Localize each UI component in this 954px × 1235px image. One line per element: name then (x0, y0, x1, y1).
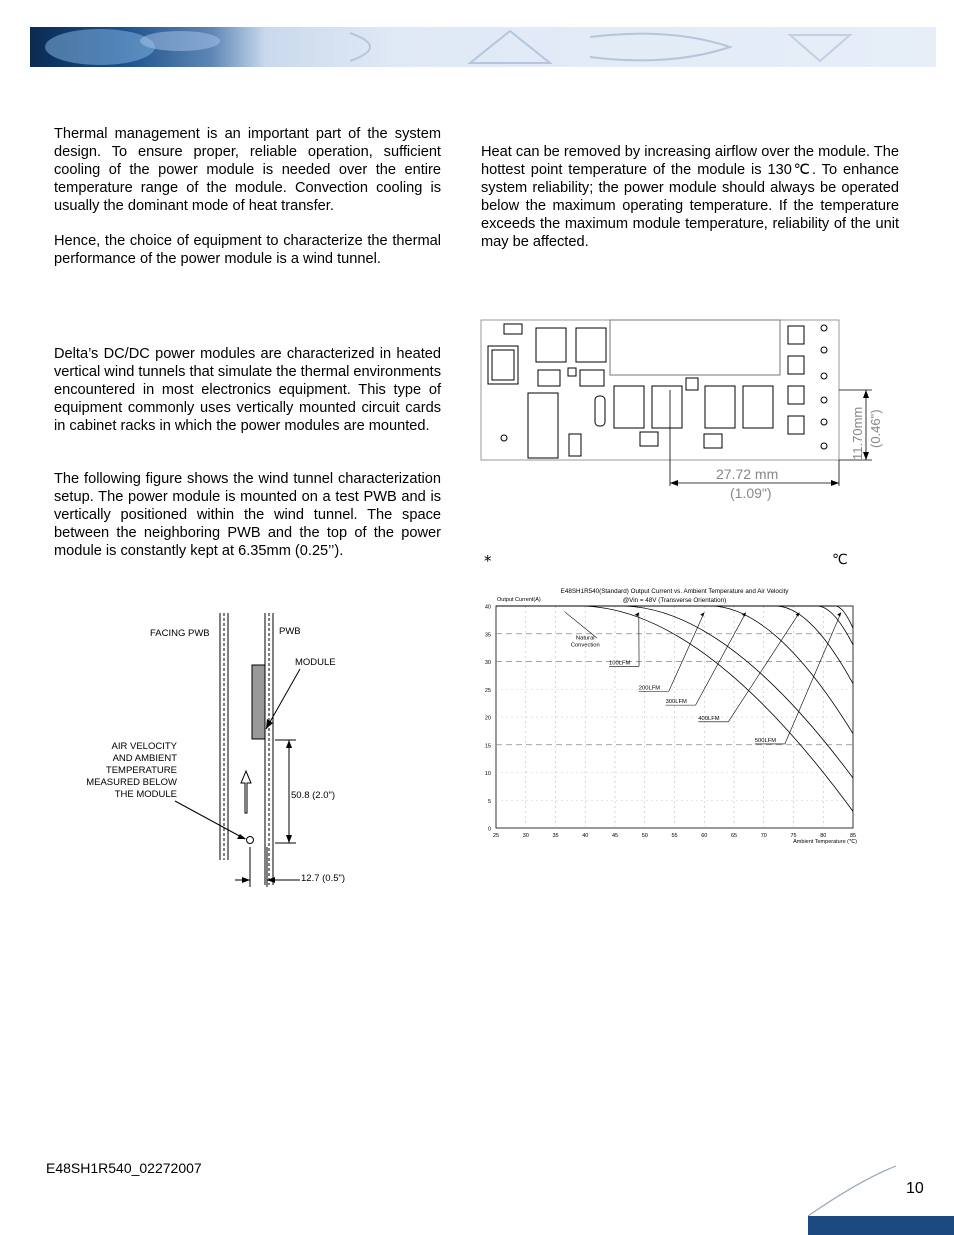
air-velocity-line: AIR VELOCITY (111, 741, 177, 752)
series-label: 200LFM (638, 685, 661, 692)
air-velocity-line: TEMPERATURE (105, 765, 177, 776)
y-tick-label: 20 (484, 715, 491, 722)
label-air-velocity (70, 741, 177, 801)
label-facing-pwb: FACING PWB (150, 628, 210, 639)
y-axis-label: Output Current(A) (497, 597, 541, 603)
air-velocity-line: MEASURED BELOW (86, 777, 177, 788)
banner-graphic (30, 27, 936, 67)
x-tick-label: 50 (641, 833, 648, 839)
y-tick-label: 0 (487, 826, 491, 833)
module-block (252, 665, 265, 739)
series-label: 400LFM (698, 715, 720, 722)
derating-note-star: * (484, 552, 492, 570)
y-tick-label: 30 (484, 660, 491, 666)
x-tick-label: 25 (492, 833, 500, 839)
y-tick-label: 25 (484, 687, 491, 694)
derating-note-degc: ℃ (832, 552, 848, 568)
chart-subtitle: @Vin = 48V (Transverse Orientation) (622, 597, 727, 604)
x-tick-label: 85 (849, 833, 857, 839)
para-wind-tunnel-choice: Hence, the choice of equipment to characterize the thermal performance of the power module is a wind tunnel. (54, 233, 441, 267)
y-tick-label: 10 (484, 771, 491, 777)
footer-doc-code: E48SH1R540_02272007 (46, 1160, 202, 1176)
derating-chart (480, 584, 860, 849)
airflow-arrow (241, 771, 251, 813)
y-tick-label: 15 (484, 743, 491, 750)
x-axis-label: Ambient Temperature (℃) (793, 839, 857, 845)
para-thermal-management: Thermal management is an important part of the system design. To ensure proper, reliable operation, sufficient cooling of the power module is needed over the entire temperature range of the module. Convection cooling is usually the dominant mode of heat transfer. (54, 126, 441, 214)
x-tick-label: 70 (760, 833, 767, 839)
para-heat-removal: Heat can be removed by increasing airflow over the module. The hottest point temperature of the module is 130℃. To enhance system reliability; the power module should always be operated below the maximum operating temperature. If the temperature exceeds the maximum module temperature, reliability of the unit may be affected. (481, 144, 899, 250)
series-label: Natural (575, 635, 595, 642)
x-tick-label: 55 (671, 833, 678, 839)
para-delta-characterization: Delta’s DC/DC power modules are characterized in heated vertical wind tunnels that simulate the thermal environments encountered in most electronics equipment. This type of equipment commonly uses vertically mounted circuit cards in cabinet racks in which the power modules are mounted. (54, 346, 441, 434)
air-velocity-line: AND AMBIENT (112, 753, 177, 764)
x-tick-label: 65 (730, 833, 738, 839)
page-number: 10 (906, 1180, 924, 1197)
module-height-mm: 11.70mm (850, 406, 865, 460)
measure-point (247, 837, 254, 844)
y-tick-label: 5 (487, 798, 491, 805)
x-tick-label: 75 (790, 833, 797, 839)
footer-swoosh (800, 1160, 954, 1220)
y-tick-label: 35 (484, 632, 491, 639)
series-label: 300LFM (665, 699, 687, 706)
para-figure-description: The following figure shows the wind tunnel characterization setup. The power module is mounted on a test PWB and is vertically positioned within the wind tunnel. The space between the neighboring PWB and the top of the power module is constantly kept at 6.35mm (0.25’’). (54, 471, 441, 559)
module-length-mm: 27.72 mm (716, 466, 779, 482)
series-label: 100LFM (609, 660, 631, 667)
x-tick-label: 35 (552, 833, 559, 839)
x-tick-label: 60 (701, 833, 708, 839)
x-tick-label: 45 (611, 833, 619, 839)
x-tick-label: 40 (582, 833, 589, 839)
label-pwb: PWB (279, 626, 301, 637)
module-drawing (480, 318, 900, 508)
air-velocity-line: THE MODULE (114, 789, 177, 800)
label-gap-dimension: 12.7 (0.5") (301, 873, 346, 884)
header-banner (30, 27, 936, 67)
footer-corner-bar (808, 1216, 954, 1235)
y-tick-label: 40 (484, 604, 491, 611)
label-module: MODULE (295, 657, 336, 668)
series-label: Convection (570, 642, 600, 649)
x-tick-label: 80 (820, 833, 827, 839)
x-tick-label: 30 (522, 833, 529, 839)
label-height-dimension: 50.8 (2.0") (291, 790, 336, 801)
module-height-in: (0.46") (868, 409, 883, 448)
chart-title: E48SH1R540(Standard) Output Current vs. Ambient Temperature and Air Velocity (560, 588, 789, 595)
module-length-in: (1.09") (730, 485, 772, 501)
series-label: 500LFM (754, 737, 777, 744)
